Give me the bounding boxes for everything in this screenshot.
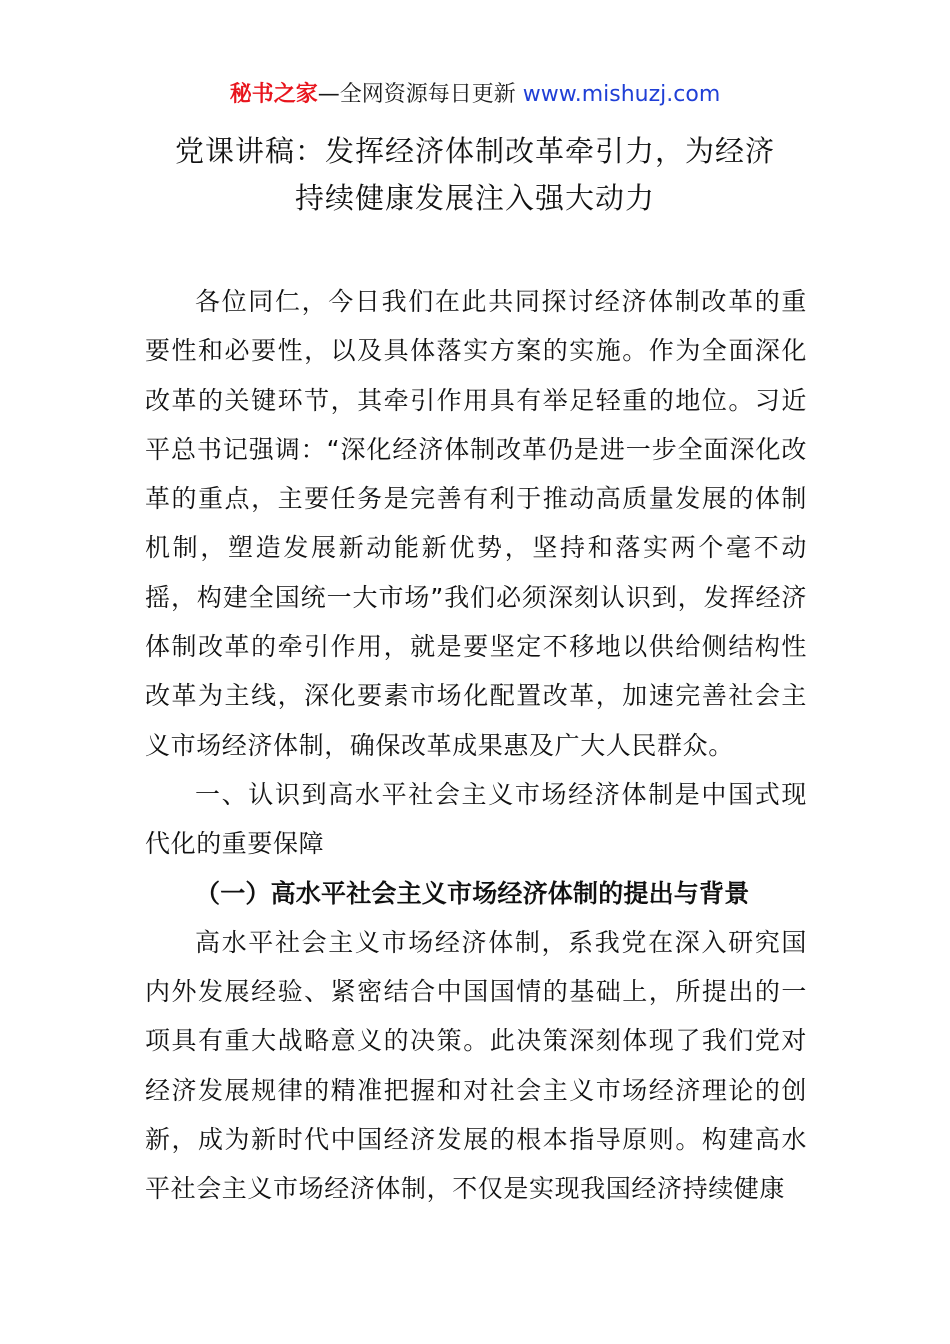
body-paragraph: 高水平社会主义市场经济体制，系我党在深入研究国内外发展经验、紧密结合中国国情的基础上，所提出的一项具有重大战略意义的决策。此决策深刻体现了我们党对经济发展规律的精准把握和对社会主义市场经济理论的创新，成为新时代中国经济发展的根本指导原则。构建高水平社会主义市场经济体制，不仅是实现我国经济持续健康 [145, 927, 807, 1204]
title-line-2: 持续健康发展注入强大动力 [294, 181, 655, 215]
section-heading: 一、认识到高水平社会主义市场经济体制是中国式现代化的重要保障 [145, 779, 807, 859]
site-name: 秘书之家 [229, 82, 318, 107]
site-header [0, 80, 950, 110]
title-line-1: 党课讲稿：发挥经济体制改革牵引力，为经济 [174, 134, 775, 168]
subsection-heading: （一）高水平社会主义市场经济体制的提出与背景 [195, 878, 750, 908]
site-url-link[interactable]: www.mishuzj.com [522, 82, 721, 107]
site-slogan: —全网资源每日更新 [317, 82, 523, 107]
document-body [145, 277, 807, 1214]
document-title [140, 128, 810, 222]
intro-paragraph: 各位同仁，今日我们在此共同探讨经济体制改革的重要性和必要性，以及具体落实方案的实施。作为全面深化改革的关键环节，其牵引作用具有举足轻重的地位。习近平总书记强调：“深化经济体制改革仍是进一步全面深化改革的重点，主要任务是完善有利于推动高质量发展的体制机制，塑造发展新动能新优势，坚持和落实两个毫不动摇，构建全国统一大市场”我们必须深刻认识到，发挥经济体制改革的牵引作用，就是要坚定不移地以供给侧结构性改革为主线，深化要素市场化配置改革，加速完善社会主义市场经济体制，确保改革成果惠及广大人民群众。 [145, 287, 807, 760]
